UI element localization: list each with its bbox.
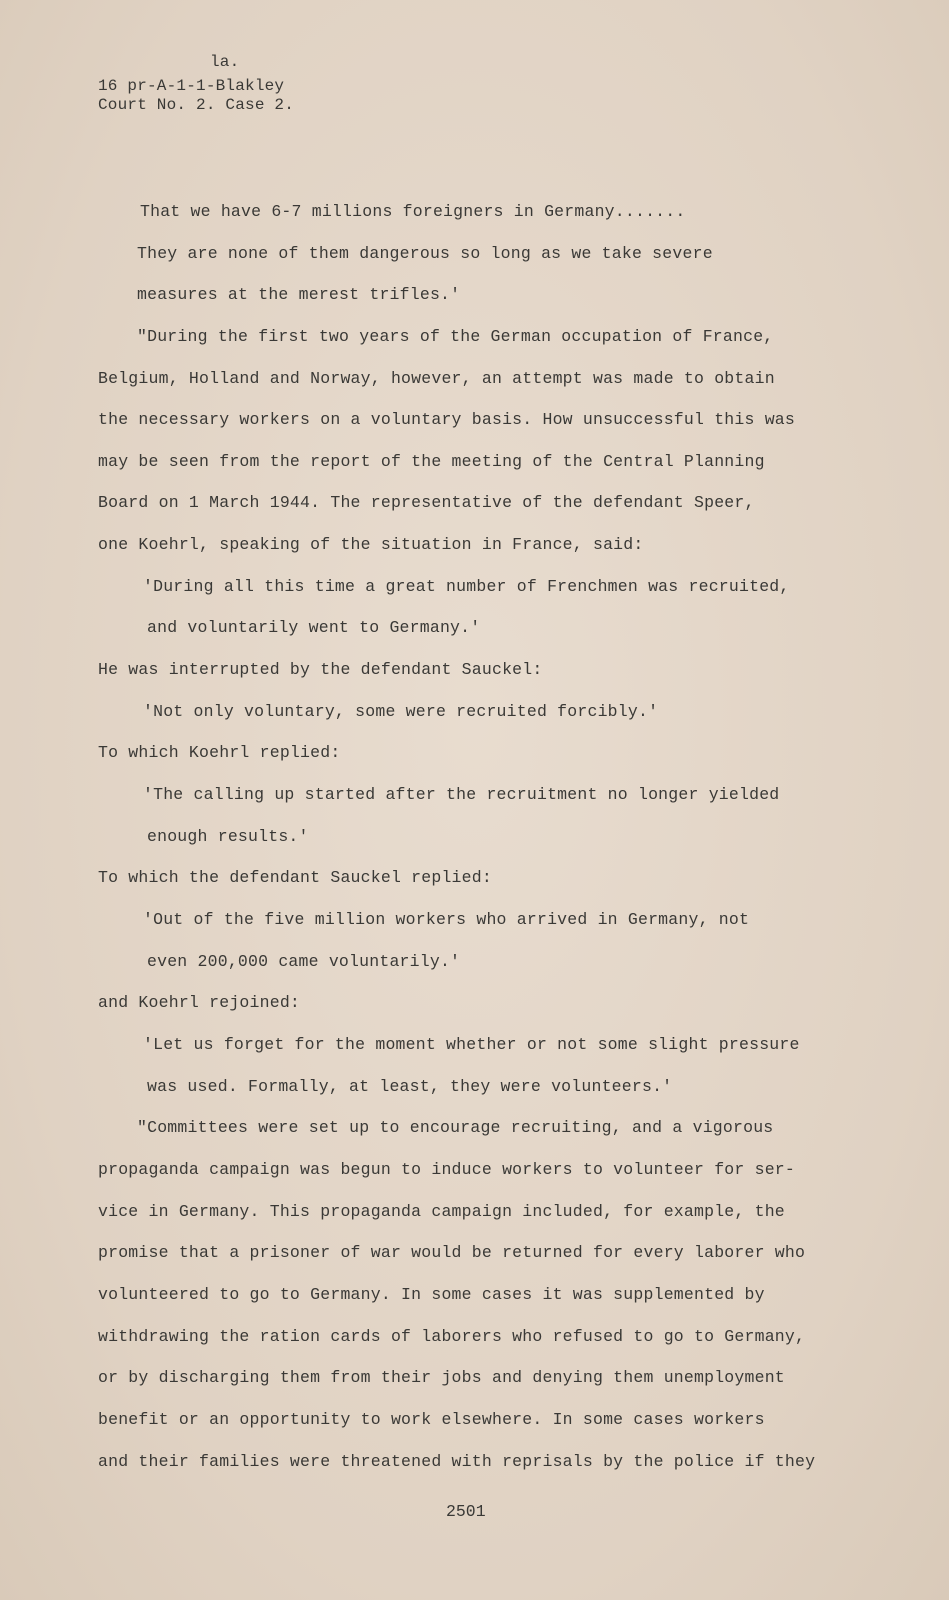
text-line: promise that a prisoner of war would be returned for every laborer who [98,1243,806,1262]
text-line: benefit or an opportunity to work elsewhere. In some cases workers [98,1410,765,1429]
text-line: 'During all this time a great number of Frenchmen was recruited, [143,577,790,596]
text-line: withdrawing the ration cards of laborers who refused to go to Germany, [98,1327,806,1346]
text-line: "During the first two years of the German occupation of France, [137,327,774,346]
text-line: volunteered to go to Germany. In some cases it was supplemented by [98,1285,765,1304]
text-line: and their families were threatened with reprisals by the police if they [98,1452,816,1471]
text-line: and Koehrl rejoined: [98,993,301,1012]
document-id: 16 pr-A-1-1-Blakley [98,77,285,95]
text-line: propaganda campaign was begun to induce workers to volunteer for ser- [98,1160,796,1179]
text-line: was used. Formally, at least, they were volunteers.' [147,1077,673,1096]
text-line: 'Let us forget for the moment whether or not some slight pressure [143,1035,800,1054]
text-line: 'Not only voluntary, some were recruited forcibly.' [143,702,659,721]
text-line: vice in Germany. This propaganda campaign included, for example, the [98,1202,785,1221]
text-line: may be seen from the report of the meeting of the Central Planning [98,452,765,471]
text-line: Belgium, Holland and Norway, however, an attempt was made to obtain [98,369,775,388]
text-line: To which the defendant Sauckel replied: [98,868,492,887]
text-line: enough results.' [147,827,309,846]
text-line: "Committees were set up to encourage recruiting, and a vigorous [137,1118,774,1137]
page-ref: la. [210,53,240,71]
text-line: He was interrupted by the defendant Sauckel: [98,660,543,679]
text-line: measures at the merest trifles.' [137,285,461,304]
text-line: even 200,000 came voluntarily.' [147,952,461,971]
text-line: Board on 1 March 1944. The representative of the defendant Speer, [98,493,755,512]
text-line: They are none of them dangerous so long as we take severe [137,244,713,263]
text-line: 'The calling up started after the recruitment no longer yielded [143,785,780,804]
court-case: Court No. 2. Case 2. [98,96,295,114]
text-line: or by discharging them from their jobs and denying them unemployment [98,1368,785,1387]
text-line: To which Koehrl replied: [98,743,341,762]
text-line: That we have 6-7 millions foreigners in Germany....... [140,202,686,221]
text-line: one Koehrl, speaking of the situation in France, said: [98,535,644,554]
text-line: the necessary workers on a voluntary basis. How unsuccessful this was [98,410,796,429]
text-line: 'Out of the five million workers who arrived in Germany, not [143,910,750,929]
page-number: 2501 [446,1502,486,1521]
text-line: and voluntarily went to Germany.' [147,618,481,637]
